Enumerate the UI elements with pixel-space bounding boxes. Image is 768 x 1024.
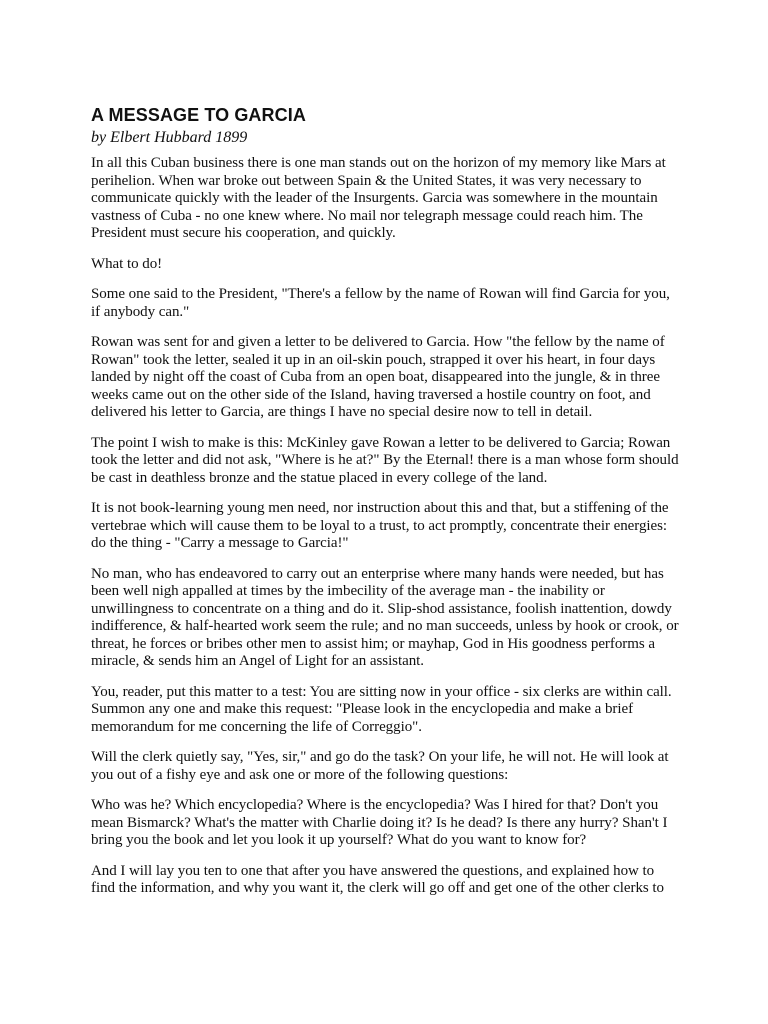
document-byline: by Elbert Hubbard 1899 [91,129,248,146]
paragraph: No man, who has endeavored to carry out an enterprise where many hands were needed, but has been well nigh appalled at times by the imbecility of the average man - the inability or unwillingness to concentrate on a thing and do it. Slip-shod assistance, foolish inattention, dowdy indifference, & half-hearted work seem the rule; and no man succeeds, unless by hook or crook, or threat, he forces or bribes other men to assist him; or mayhap, God in His goodness performs a miracle, & sends him an Angel of Light for an assistant. [91,565,679,669]
paragraph: It is not book-learning young men need, nor instruction about this and that, but a stiffening of the vertebrae which will cause them to be loyal to a trust, to act promptly, concentrate their energies: do the thing - "Carry a message to Garcia!" [91,500,669,551]
document-content [91,104,681,911]
paragraph: Will the clerk quietly say, "Yes, sir," and go do the task? On your life, he will not. He will look at you out of a fishy eye and ask one or more of the following questions: [91,749,669,783]
paragraph: And I will lay you ten to one that after you have answered the questions, and explained how to find the information, and why you want it, the clerk will go off and get one of the other clerks to [91,862,664,896]
paragraph: Rowan was sent for and given a letter to be delivered to Garcia. How "the fellow by the name of Rowan" took the letter, sealed it up in an oil-skin pouch, strapped it over his heart, in four days landed by night off the coast of Cuba from an open boat, disappeared into the jungle, & in three weeks came out on the other side of the Island, having traversed a hostile country on foot, and delivered his letter to Garcia, are things I have no special desire now to tell in detail. [91,334,665,420]
paragraph: Some one said to the President, "There's a fellow by the name of Rowan will find Garcia for you, if anybody can." [91,286,670,320]
paragraph: What to do! [91,255,163,272]
paragraph: The point I wish to make is this: McKinley gave Rowan a letter to be delivered to Garcia; Rowan took the letter and did not ask, "Where is he at?" By the Eternal! there is a man whose form should be cast in deathless bronze and the statue placed in every college of the land. [91,434,679,486]
paragraph: In all this Cuban business there is one man stands out on the horizon of my memory like Mars at perihelion. When war broke out between Spain & the United States, it was very necessary to communicate quickly with the leader of the Insurgents. Garcia was somewhere in the mountain vastness of Cuba - no one knew where. No mail nor telegraph message could reach him. The President must secure his cooperation, and quickly. [91,155,666,241]
paragraph: Who was he? Which encyclopedia? Where is the encyclopedia? Was I hired for that? Don't you mean Bismarck? What's the matter with Charlie doing it? Is he dead? Is there any hurry? Shan't I bring you the book and let you look it up yourself? What do you want to know for? [91,797,668,848]
paragraph: You, reader, put this matter to a test: You are sitting now in your office - six clerks are within call. Summon any one and make this request: "Please look in the encyclopedia and make a brief memorandum for me concerning the life of Correggio". [91,683,672,735]
document-title: A MESSAGE TO GARCIA [91,105,306,125]
